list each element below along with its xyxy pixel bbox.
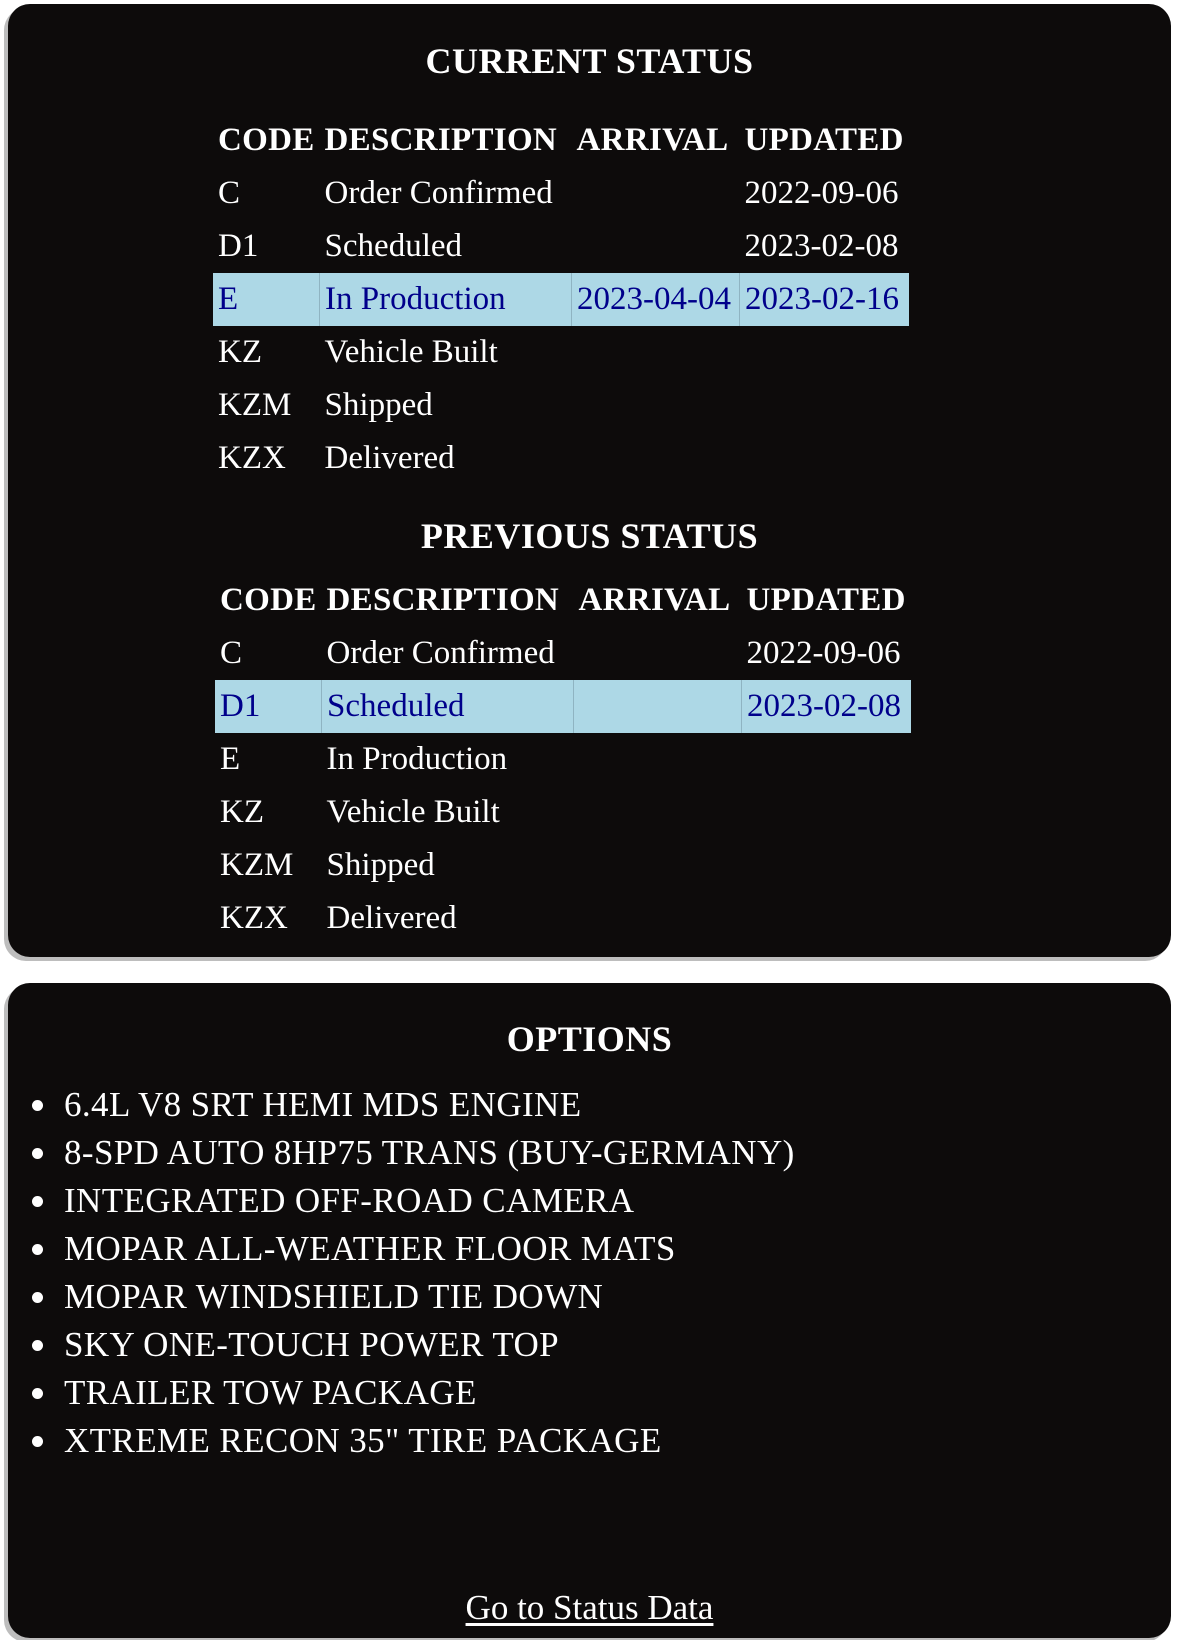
table-row — [213, 432, 909, 485]
table-row — [213, 220, 909, 273]
cell-updated: 2023-02-16 — [740, 273, 909, 326]
header-description: DESCRIPTION — [324, 122, 558, 158]
previous-status-table — [215, 574, 911, 945]
table-row — [215, 839, 911, 892]
header-code: CODE — [220, 582, 317, 618]
cell-updated: 2022-09-06 — [746, 635, 901, 671]
cell-updated — [742, 892, 911, 945]
status-card — [8, 4, 1171, 957]
table-row — [215, 786, 911, 839]
list-item: SKY ONE-TOUCH POWER TOP — [0, 1321, 795, 1369]
cell-arrival — [574, 680, 742, 733]
cell-arrival — [574, 786, 742, 839]
header-updated: UPDATED — [744, 122, 904, 158]
cell-description: Shipped — [324, 387, 433, 423]
list-item: TRAILER TOW PACKAGE — [0, 1369, 795, 1417]
cell-arrival — [572, 379, 740, 432]
cell-description: Vehicle Built — [324, 334, 498, 370]
cell-arrival — [572, 432, 740, 485]
cell-description: In Production — [320, 273, 572, 326]
options-title: OPTIONS — [506, 1019, 673, 1059]
table-row — [213, 326, 909, 379]
cell-arrival — [574, 839, 742, 892]
cell-code: C — [218, 175, 241, 211]
cell-updated — [740, 379, 909, 432]
cell-code: E — [213, 273, 320, 326]
cell-updated — [742, 733, 911, 786]
cell-arrival — [572, 220, 740, 273]
cell-description: In Production — [326, 741, 508, 777]
cell-description: Order Confirmed — [326, 635, 555, 671]
cell-description: Delivered — [326, 900, 457, 936]
table-header-row — [215, 574, 911, 627]
header-arrival: ARRIVAL — [578, 582, 731, 618]
cell-updated: 2023-02-08 — [744, 228, 899, 264]
cell-description: Order Confirmed — [324, 175, 553, 211]
header-updated: UPDATED — [746, 582, 906, 618]
cell-description: Scheduled — [322, 680, 574, 733]
table-row — [215, 627, 911, 680]
list-item: INTEGRATED OFF-ROAD CAMERA — [0, 1177, 795, 1225]
cell-arrival — [572, 326, 740, 379]
table-header-row — [213, 114, 909, 167]
options-list — [0, 1081, 795, 1465]
cell-code: KZM — [220, 847, 294, 883]
cell-code: KZX — [220, 900, 288, 936]
cell-arrival — [574, 627, 742, 680]
list-item: 6.4L V8 SRT HEMI MDS ENGINE — [0, 1081, 795, 1129]
current-status-title: CURRENT STATUS — [425, 41, 754, 81]
cell-description: Shipped — [326, 847, 435, 883]
cell-updated — [740, 326, 909, 379]
cell-code: KZ — [220, 794, 264, 830]
header-arrival: ARRIVAL — [576, 122, 729, 158]
cell-code: D1 — [218, 228, 259, 264]
cell-code: D1 — [215, 680, 322, 733]
cell-updated: 2023-02-08 — [742, 680, 911, 733]
table-row — [213, 167, 909, 220]
list-item: MOPAR WINDSHIELD TIE DOWN — [0, 1273, 795, 1321]
cell-description: Scheduled — [324, 228, 463, 264]
cell-code: KZM — [218, 387, 292, 423]
list-item: XTREME RECON 35" TIRE PACKAGE — [0, 1417, 795, 1465]
table-row-current — [215, 680, 911, 733]
cell-code: E — [220, 741, 241, 777]
list-item: 8-SPD AUTO 8HP75 TRANS (BUY-GERMANY) — [0, 1129, 795, 1177]
current-status-table — [213, 114, 909, 485]
previous-status-title: PREVIOUS STATUS — [420, 516, 759, 556]
go-to-status-data-link[interactable]: Go to Status Data — [465, 1588, 714, 1627]
cell-description: Delivered — [324, 440, 455, 476]
cell-code: KZX — [218, 440, 286, 476]
table-row — [215, 733, 911, 786]
header-description: DESCRIPTION — [326, 582, 560, 618]
cell-updated — [742, 839, 911, 892]
cell-description: Vehicle Built — [326, 794, 500, 830]
cell-code: KZ — [218, 334, 262, 370]
cell-updated: 2022-09-06 — [744, 175, 899, 211]
cell-arrival — [574, 733, 742, 786]
cell-arrival — [574, 892, 742, 945]
table-row — [213, 379, 909, 432]
cell-arrival — [572, 167, 740, 220]
table-row-current — [213, 273, 909, 326]
table-row — [215, 892, 911, 945]
list-item: MOPAR ALL-WEATHER FLOOR MATS — [0, 1225, 795, 1273]
cell-arrival: 2023-04-04 — [572, 273, 740, 326]
cell-updated — [740, 432, 909, 485]
cell-code: C — [220, 635, 243, 671]
header-code: CODE — [218, 122, 315, 158]
cell-updated — [742, 786, 911, 839]
